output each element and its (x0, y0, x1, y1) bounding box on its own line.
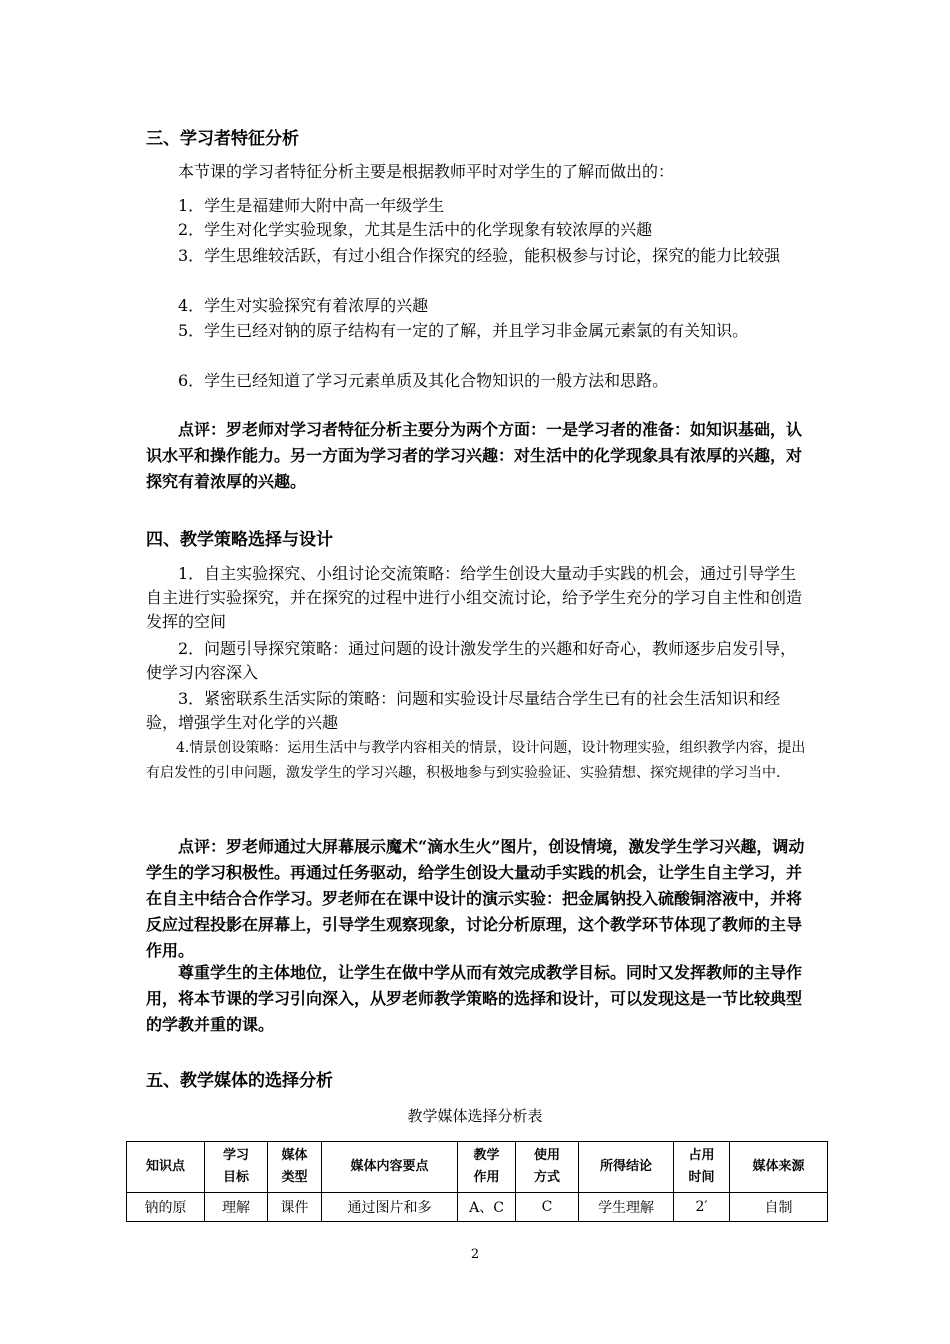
section4-review: 点评：罗老师通过大屏幕展示魔术“滴水生火”图片，创设情境，激发学生学习兴趣，调动学生的学习积极性。再通过任务驱动，给学生创设大量动手实践的机会，让学生自主学习，并在自主中结合合作学习。罗老师在在课中设计的演示实验：把金属钠投入硫酸铜溶液中，并将反应过程投影在屏幕上，引导学生观察现象，讨论分析原理，这个教学环节体现了教师的主导作用。 (146, 837, 805, 960)
table-cell: A、C (458, 1193, 516, 1222)
section4-item-4: 4.情景创设策略：运用生活中与教学内容相关的情景，设计问题，设计物理实验，组织教学内容，提出有启发性的引申问题，激发学生的学习兴趣，积极地参与到实验验证、实验猜想、探究规律的学习当中. (146, 740, 806, 781)
table-cell: 学生理解 (579, 1193, 674, 1222)
section3-item-2: 2．学生对化学实验现象，尤其是生活中的化学现象有较浓厚的兴趣 (178, 220, 653, 239)
section3-item-6: 6．学生已经知道了学习元素单质及其化合物知识的一般方法和思路。 (178, 371, 669, 390)
col-header-usage-mode: 使用 方式 (516, 1142, 579, 1193)
table-cell: 通过图片和多 (322, 1193, 458, 1222)
page-number: 2 (470, 1247, 480, 1262)
col-header-learning-goal: 学习 目标 (205, 1142, 268, 1193)
table-header-row (127, 1142, 828, 1193)
col-header-media-source: 媒体来源 (730, 1142, 828, 1193)
section3-item-4: 4．学生对实验探究有着浓厚的兴趣 (178, 296, 429, 315)
table-cell: 2′ (674, 1193, 730, 1222)
table-cell: 自制 (730, 1193, 828, 1222)
section3-review: 点评：罗老师对学习者特征分析主要分为两个方面：一是学习者的准备：如知识基础，认识水平和操作能力。另一方面为学习者的学习兴趣：对生活中的化学现象具有浓厚的兴趣，对探究有着浓厚的兴趣。 (146, 420, 803, 491)
table-row (127, 1193, 828, 1222)
col-header-conclusion: 所得结论 (579, 1142, 674, 1193)
table-cell: 课件 (268, 1193, 322, 1222)
section-heading-media-selection: 五、教学媒体的选择分析 (146, 1071, 333, 1091)
section3-item-5: 5．学生已经对钠的原子结构有一定的了解，并且学习非金属元素氯的有关知识。 (178, 321, 749, 340)
col-header-knowledge-point: 知识点 (127, 1142, 205, 1193)
section4-item-2: 2．问题引导探究策略：通过问题的设计激发学生的兴趣和好奇心，教师逐步启发引导，使学习内容深入 (146, 639, 797, 682)
table-cell: 钠的原 (127, 1193, 205, 1222)
col-header-media-type: 媒体 类型 (268, 1142, 322, 1193)
section4-item-3: 3．紧密联系生活实际的策略：问题和实验设计尽量结合学生已有的社会生活知识和经验，增强学生对化学的兴趣 (146, 689, 781, 732)
col-header-media-content: 媒体内容要点 (322, 1142, 458, 1193)
table-cell: 理解 (205, 1193, 268, 1222)
col-header-teaching-role: 教学 作用 (458, 1142, 516, 1193)
section3-item-3: 3．学生思维较活跃，有过小组合作探究的经验，能积极参与讨论，探究的能力比较强 (178, 246, 781, 265)
media-selection-table (126, 1141, 828, 1222)
section3-item-1: 1．学生是福建师大附中高一年级学生 (178, 196, 445, 215)
section4-item-1: 1．自主实验探究、小组讨论交流策略：给学生创设大量动手实践的机会，通过引导学生自主进行实验探究，并在探究的过程中进行小组交流讨论，给予学生充分的学习自主性和创造发挥的空间 (146, 564, 803, 631)
section-heading-teaching-strategy: 四、教学策略选择与设计 (146, 530, 333, 550)
section3-intro: 本节课的学习者特征分析主要是根据教师平时对学生的了解而做出的： (178, 162, 675, 181)
table-title: 教学媒体选择分析表 (407, 1107, 543, 1125)
section-heading-learner-analysis: 三、学习者特征分析 (146, 129, 299, 149)
col-header-time: 占用 时间 (674, 1142, 730, 1193)
section4-review-continued: 尊重学生的主体地位，让学生在做中学从而有效完成教学目标。同时又发挥教师的主导作用，将本节课的学习引向深入，从罗老师教学策略的选择和设计，可以发现这是一节比较典型的学教并重的课。 (146, 963, 803, 1034)
table-cell: C (516, 1193, 579, 1222)
